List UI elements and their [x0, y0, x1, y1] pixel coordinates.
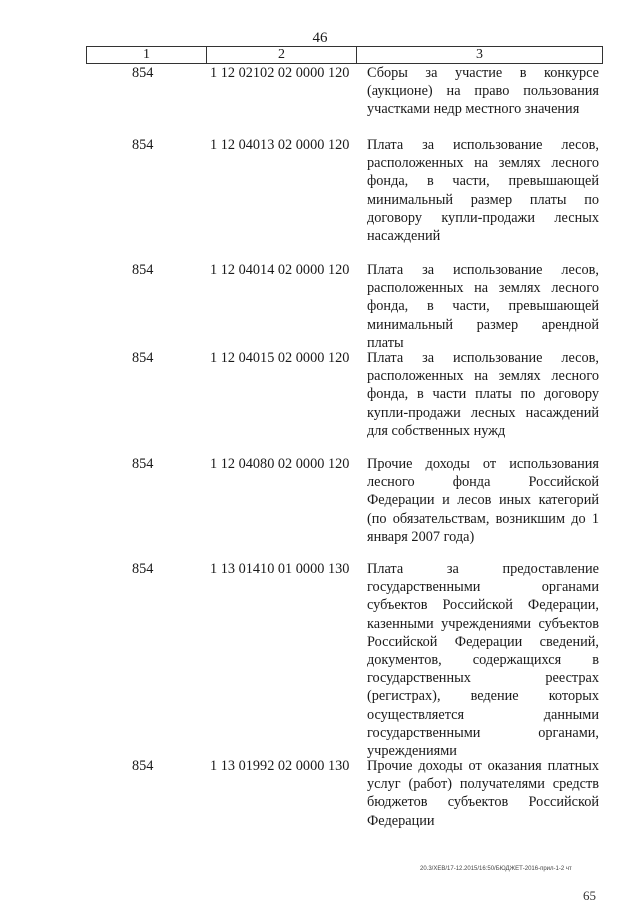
revenue-name: Прочие доходы от оказания платных услуг (работ) получателями средств бюджетов субъектов Российской Федерации: [367, 758, 599, 829]
budget-classification-code: 1 13 01992 02 0000 130: [210, 758, 350, 774]
revenue-name: Плата за предоставление государственными органами субъектов Российской Федерации, казенными учреждениями субъектов Российской Федерации сведений, документов, содержащихся в государственных реестрах (регистрах), ведение которых осуществляется данными государственными органами, учреждениями: [367, 561, 599, 760]
budget-classification-code: 1 13 01410 01 0000 130: [210, 561, 350, 577]
page-number: 46: [312, 30, 328, 46]
budget-classification-code: 1 12 04080 02 0000 120: [210, 456, 350, 472]
admin-code: 854: [132, 65, 154, 81]
budget-classification-code: 1 12 04013 02 0000 120: [210, 137, 350, 153]
table-header-cell: 1: [87, 47, 207, 63]
budget-classification-code: 1 12 04015 02 0000 120: [210, 350, 350, 366]
admin-code: 854: [132, 758, 154, 774]
admin-code: 854: [132, 456, 154, 472]
table-header-cell: 3: [476, 47, 483, 62]
document-stamp: 20.3/ХЕВ/17-12.2015/16:50/БЮДЖЕТ-2016-прил-1-2 чт: [420, 866, 572, 872]
admin-code: 854: [132, 137, 154, 153]
revenue-name: Плата за использование лесов, расположенных на землях лесного фонда, в части, превышающей минимальный размер арендной платы: [367, 262, 599, 351]
footer-page-number: 65: [583, 888, 596, 903]
table-header-cell: 2: [207, 47, 357, 63]
admin-code: 854: [132, 350, 154, 366]
admin-code: 854: [132, 561, 154, 577]
revenue-name: Плата за использование лесов, расположенных на землях лесного фонда, в части, превышающей минимальный размер платы по договору купли-продажи лесных насаждений: [367, 137, 599, 245]
table-header-row: [86, 46, 603, 64]
admin-code: 854: [132, 262, 154, 278]
revenue-name: Плата за использование лесов, расположенных на землях лесного фонда, в части платы по договору купли-продажи лесных насаждений для собственных нужд: [367, 350, 599, 439]
budget-classification-code: 1 12 04014 02 0000 120: [210, 262, 350, 278]
revenue-name: Прочие доходы от использования лесного фонда Российской Федерации и лесов иных категорий (по обязательствам, возникшим до 1 января 2007 года): [367, 456, 599, 545]
revenue-name: Сборы за участие в конкурсе (аукционе) на право пользования участками недр местного значения: [367, 65, 599, 118]
budget-classification-code: 1 12 02102 02 0000 120: [210, 65, 350, 81]
